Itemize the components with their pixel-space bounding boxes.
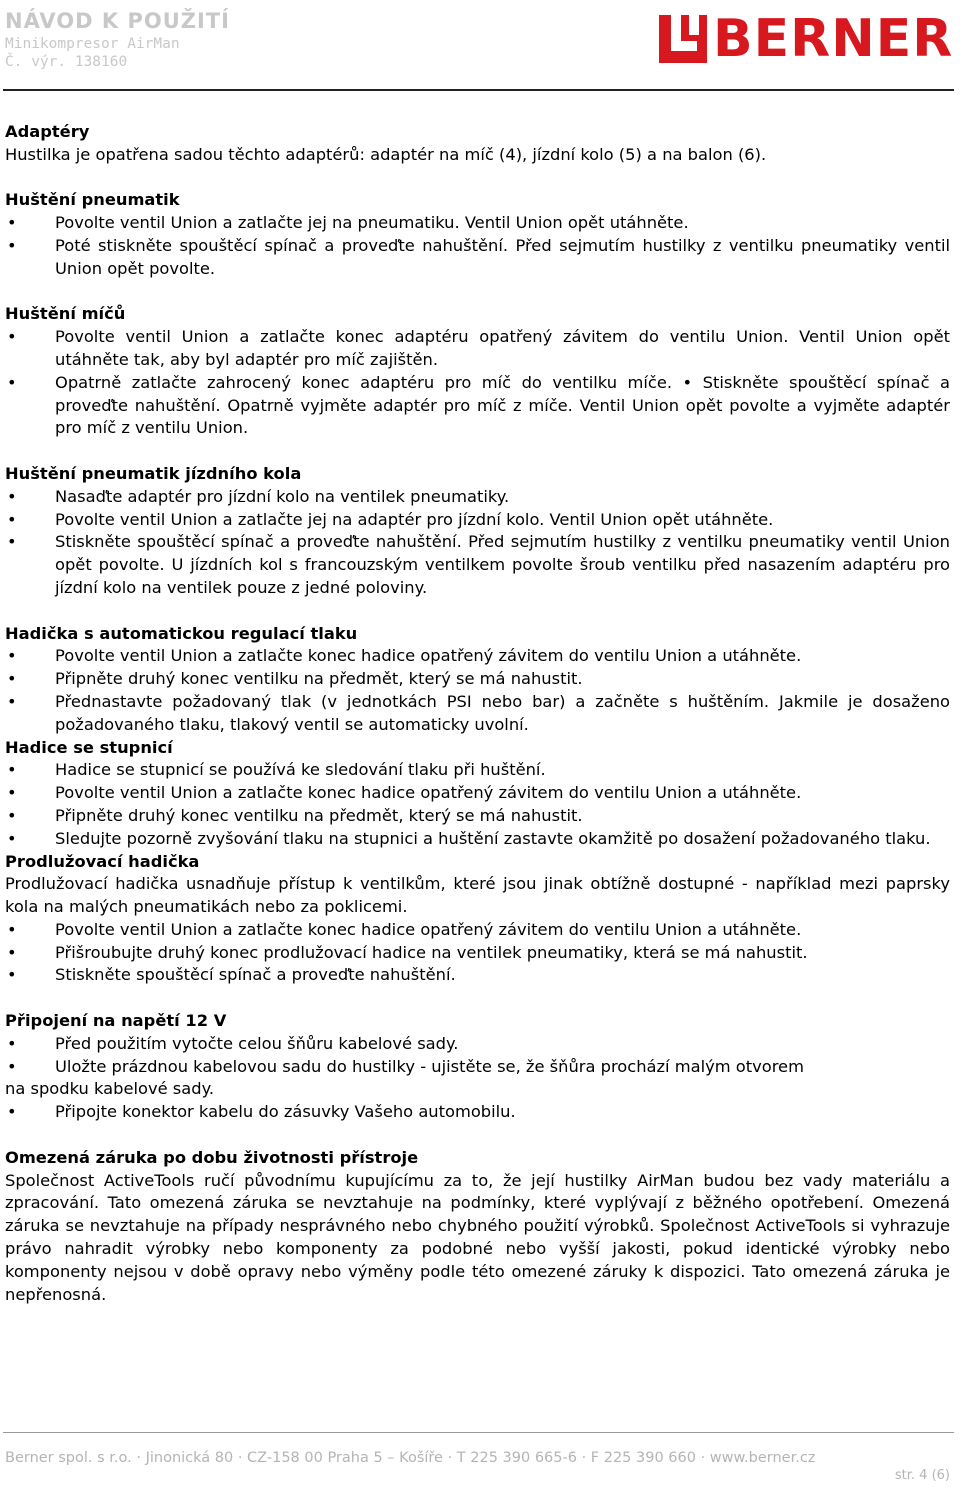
bullet-item: • Povolte ventil Union a zatlačte konec adaptéru opatřený závitem do ventilu Union. Ventil Union opět utáhněte tak, aby byl adaptér pro míč zajištěn.	[5, 326, 950, 372]
bullet-item: • Uložte prázdnou kabelovou sadu do hustilky - ujistěte se, že šňůra prochází malým otvorem	[5, 1056, 950, 1079]
bullet-item: • Povolte ventil Union a zatlačte jej na adaptér pro jízdní kolo. Ventil Union opět utáhněte.	[5, 509, 950, 532]
section	[5, 189, 950, 280]
bullet-item: • Povolte ventil Union a zatlačte jej na pneumatiku. Ventil Union opět utáhněte.	[5, 212, 950, 235]
paragraph: Hustilka je opatřena sadou těchto adaptérů: adaptér na míč (4), jízdní kolo (5) a na balon (6).	[5, 144, 767, 164]
berner-logo-mark	[659, 15, 707, 63]
bullet-item: • Před použitím vytočte celou šňůru kabelové sady.	[5, 1033, 950, 1056]
section	[5, 121, 950, 167]
section	[5, 463, 950, 600]
section-heading: Hadice se stupnicí	[5, 737, 173, 757]
bullet-item: • Povolte ventil Union a zatlačte konec hadice opatřený závitem do ventilu Union a utáhněte.	[5, 782, 950, 805]
berner-logo	[659, 9, 954, 69]
paragraph: Společnost ActiveTools ručí původnímu kupujícímu za to, že její hustilky AirMan budou bez vady materiálu a zpracování. Tato omezená záruka se nevztahuje na podmínky, které vyplývají z běžného opotřebení. Omezená záruka se nevztahuje na případy nesprávného nebo chybného použití výrobků. Společnost ActiveTools si vyhrazuje právo nahradit výrobky nebo komponenty za podobné nebo vyšší jakosti, pokud identické výrobky nebo komponenty nejsou v době opravy nebo výměny podle této omezené záruky k dispozici. Tato omezená záruka je nepřenosná.	[5, 1170, 950, 1304]
bullet-item: • Připněte druhý konec ventilku na předmět, který se má nahustit.	[5, 805, 950, 828]
bullet-item: • Opatrně zatlačte zahrocený konec adaptéru pro míč do ventilku míče. • Stiskněte spouštěcí spínač a proveďte nahuštění. Opatrně vyjměte adaptér pro míč z míče. Ventil Union opět povolte a vyjměte adaptér pro míč z ventilu Union.	[5, 372, 950, 440]
section	[5, 737, 950, 851]
section-heading: Prodlužovací hadička	[5, 851, 200, 871]
bullet-item: • Přednastavte požadovaný tlak (v jednotkách PSI nebo bar) a začněte s huštěním. Jakmile je dosaženo požadovaného tlaku, tlakový ventil se automaticky uvolní.	[5, 691, 950, 737]
section	[5, 303, 950, 440]
section-heading: Huštění pneumatik jízdního kola	[5, 463, 302, 483]
section	[5, 851, 950, 988]
document-title: NÁVOD K POUŽITÍ	[5, 9, 230, 33]
bullet-item: • Stiskněte spouštěcí spínač a proveďte nahuštění.	[5, 964, 950, 987]
page-number: str. 4 (6)	[894, 1468, 950, 1483]
bullet-item: • Připněte druhý konec ventilku na předmět, který se má nahustit.	[5, 668, 950, 691]
bullet-item: • Připojte konektor kabelu do zásuvky Vašeho automobilu.	[5, 1101, 950, 1124]
section-spacer	[5, 987, 950, 1010]
bullet-item: • Přišroubujte druhý konec prodlužovací hadice na ventilek pneumatiky, která se má nahustit.	[5, 942, 950, 965]
section	[5, 623, 950, 737]
footer-divider	[3, 1432, 954, 1433]
product-name: Minikompresor AirMan	[5, 36, 180, 52]
section-heading: Huštění míčů	[5, 304, 126, 324]
bullet-item: • Stiskněte spouštěcí spínač a proveďte nahuštění. Před sejmutím hustilky z ventilku pneumatiky ventil Union opět povolte. U jízdních kol s francouzským ventilkem povolte šroub ventilku před nasazením adaptéru pro jízdní kolo na ventilek pouze z jedné poloviny.	[5, 531, 950, 599]
berner-logo-text: BERNER	[713, 9, 954, 69]
paragraph: Prodlužovací hadička usnadňuje přístup k ventilkům, které jsou jinak obtížně dostupné - například mezi paprsky kola na malých pneumatikách nebo za poklicemi.	[5, 874, 950, 917]
footer-address: Berner spol. s r.o. · Jinonická 80 · CZ-158 00 Praha 5 – Košíře · T 225 390 665-6 · F 225 390 660 · www.berner.cz	[5, 1450, 816, 1466]
section-spacer	[5, 281, 950, 304]
section	[5, 1147, 950, 1307]
section-heading: Omezená záruka po dobu životnosti přístroje	[5, 1147, 419, 1167]
section-spacer	[5, 440, 950, 463]
bullet-item: • Hadice se stupnicí se používá ke sledování tlaku při huštění.	[5, 759, 950, 782]
header-divider	[3, 89, 954, 91]
bullet-item: • Povolte ventil Union a zatlačte konec hadice opatřený závitem do ventilu Union a utáhněte.	[5, 645, 950, 668]
section-spacer	[5, 600, 950, 623]
section	[5, 1010, 950, 1124]
bullet-item: • Povolte ventil Union a zatlačte konec hadice opatřený závitem do ventilu Union a utáhněte.	[5, 919, 950, 942]
section-spacer	[5, 1124, 950, 1147]
section-spacer	[5, 167, 950, 190]
product-code: Č. výr. 138160	[5, 54, 128, 70]
section-heading: Huštění pneumatik	[5, 190, 180, 210]
section-heading: Hadička s automatickou regulací tlaku	[5, 623, 358, 643]
section-heading: Připojení na napětí 12 V	[5, 1011, 227, 1031]
bullet-item: • Nasaďte adaptér pro jízdní kolo na ventilek pneumatiky.	[5, 486, 950, 509]
section-heading: Adaptéry	[5, 122, 90, 141]
paragraph: na spodku kabelové sady.	[5, 1079, 215, 1099]
document-body	[5, 121, 950, 1306]
bullet-item: • Poté stiskněte spouštěcí spínač a proveďte nahuštění. Před sejmutím hustilky z ventilku pneumatiky ventil Union opět povolte.	[5, 235, 950, 281]
bullet-item: • Sledujte pozorně zvyšování tlaku na stupnici a huštění zastavte okamžitě po dosažení požadovaného tlaku.	[5, 828, 950, 851]
